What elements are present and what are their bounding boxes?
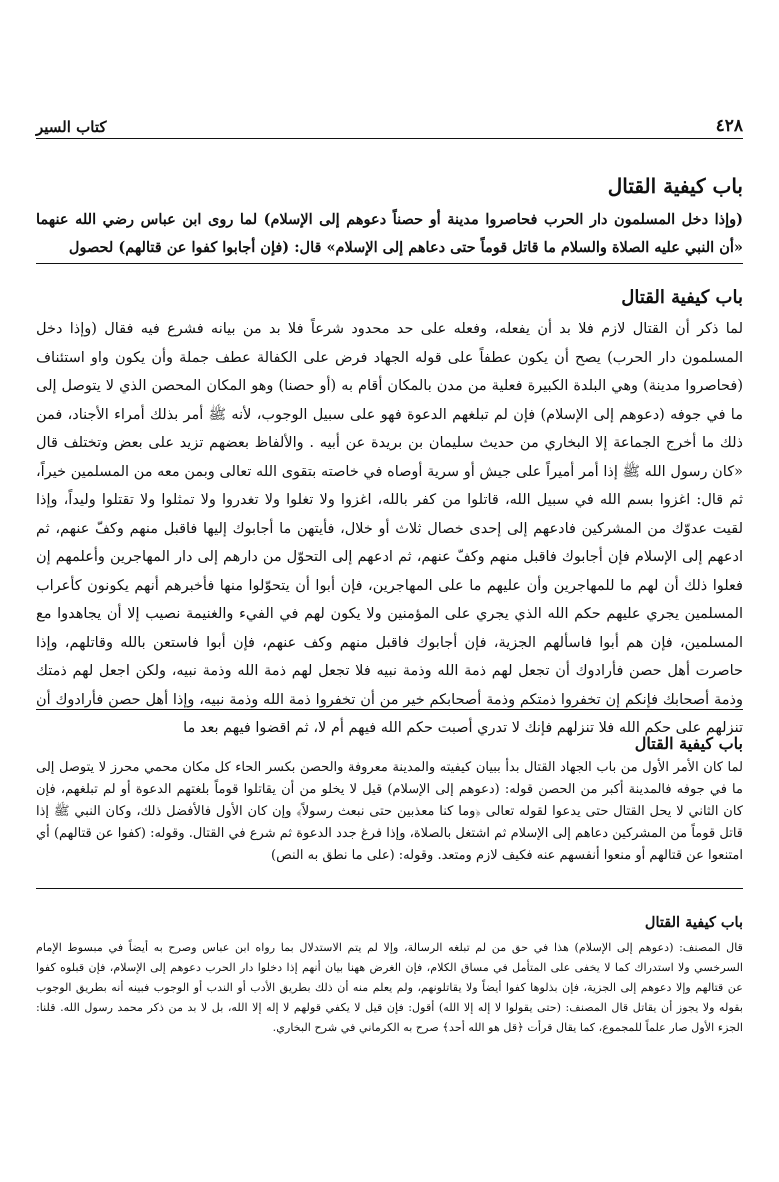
commentary-3-chapter-title: باب كيفية القتال: [644, 914, 743, 931]
section-divider: [36, 888, 743, 889]
matn-chapter-title: باب كيفية القتال: [607, 174, 743, 198]
book-title: كتاب السير: [36, 118, 107, 136]
commentary-2-chapter-title: باب كيفية القتال: [634, 734, 743, 753]
matn-section: [36, 172, 743, 262]
commentary-section-3: [36, 912, 743, 1102]
page-number: ٤٢٨: [715, 116, 743, 136]
section-divider: [36, 709, 743, 710]
commentary-2-text: لما كان الأمر الأول من باب الجهاد القتال بدأ ببيان كيفيته والمدينة معروفة والحصن بكسر الحاء كل مكان محمي محرز لا يتوصل إلى ما في جوفه فالمدينة أكبر من الحصن قوله: (دعوهم إلى الإسلام) قيل لا يخلو من أن يقاتلوا قوماً بلغتهم الدعوة أو لم تبلغهم، فإن كان الثاني لا يحل القتال حتى يدعوا لقوله تعالى ﴿وما كنا معذبين حتى نبعث رسولاً﴾ وإن كان الأول فالأفضل ذلك، وكان النبي ﷺ إذا قاتل قوماً من المشركين دعاهم إلى الإسلام ثم اشتغل بالصلاة، وإذا فرغ جدد الدعوة ثم شرع في القتال. وقوله: (كفوا عن قتالهم) أي امتنعوا عن قتالهم أو منعوا أنفسهم عنه فكيف لازم ومتعد. وقوله: (على ما نطق به النص): [36, 760, 743, 863]
commentary-section-2: [36, 733, 743, 883]
matn-text: (وإذا دخل المسلمون دار الحرب فحاصروا مدينة أو حصناً دعوهم إلى الإسلام) لما روى ابن عباس رضي الله عنهما «أن النبي عليه الصلاة والسلام ما قاتل قوماً حتى دعاهم إلى الإسلام» قال: (فإن أجابوا كفوا عن قتالهم) لحصول: [36, 211, 743, 256]
commentary-3-text: قال المصنف: (دعوهم إلى الإسلام) هذا في حق من لم تبلغه الرسالة، وإلا لم يتم الاستدلال بما رواه ابن عباس وصرح به أيضاً في مبسوط الإمام السرخسي ولا استدراك كما لا يخفى على المتأمل في مساق الكلام، فإن الغرض ههنا بيان أنهم إذا دخلوا دار الحرب دعوهم إلى الإسلام، فإن قبلوه كفوا عن قتالهم وإلا دعوهم إلى الجزية، فإن بذلوها كفوا أيضاً ولا يقاتلونهم، ولم يعلم منه أن ذلك بطريق الأدب أو الندب أو الوجوب فبينه أنه بطريق الوجوب بقوله ولا يجوز أن يقاتل قال المصنف: (حتى يقولوا لا إله إلا الله) أقول: فإن قيل لا يكفي قولهم لا إله إلا الله، بل لا بد من ذكر محمد رسول الله. قلنا: الجزء الأول صار علماً للمجموع، كما يقال قرأت ﴿قل هو الله أحد﴾ صرح به الكرماني في شرح البخاري.: [36, 941, 743, 1034]
commentary-section-1: [36, 285, 743, 736]
running-header: [36, 112, 743, 139]
section-divider: [36, 263, 743, 264]
commentary-1-chapter-title: باب كيفية القتال: [621, 287, 743, 308]
commentary-1-text: لما ذكر أن القتال لازم فلا بد أن يفعله، وفعله على حد محدود شرعاً فلا بد من بيانه فشرع فيه فقال (وإذا دخل المسلمون دار الحرب) يصح أن يكون عطفاً على قوله الجهاد فرض على الكفالة عطف جملة وأن يكون واو استئناف (فحاصروا مدينة) وهي البلدة الكبيرة فعلية من مدن بالمكان أقام به (أو حصنا) وهو المكان المحصن الذي لا يتوصل إلى ما في جوفه (دعوهم إلى الإسلام) فإن لم تبلغهم الدعوة فهو على سبيل الوجوب، لأنه ﷺ أمر بذلك أمراء الأجناد، فمن ذلك ما أخرج الجماعة إلا البخاري من حديث سليمان بن بريدة عن أبيه . والألفاظ بعضهم تزيد على بعض وتختلف قال «كان رسول الله ﷺ إذا أمر أميراً على جيش أو سرية أوصاه في خاصته بتقوى الله تعالى وبمن معه من المسلمين خيراً، ثم قال: اغزوا بسم الله في سبيل الله، قاتلوا من كفر بالله، اغزوا ولا تغلوا ولا تغدروا ولا تمثلوا ولا تقتلوا وليداً، وإذا لقيت عدوّك من المشركين فادعهم إلى إحدى خصال ثلاث أو خلال، فأيتهن ما أجابوك إليها فاقبل منهم وكفّ عنهم، ثم ادعهم إلى الإسلام فإن أجابوك فاقبل منهم وكفّ عنهم، ثم ادعهم إلى التحوّل من دارهم إلى دار المهاجرين وأعلمهم إن فعلوا ذلك أن لهم ما للمهاجرين وأن عليهم ما على المهاجرين، فإن أبوا أن يتحوّلوا منها فأخبرهم أنهم يكونون كأعراب المسلمين يجري عليهم حكم الله الذي يجري على المؤمنين ولا يكون لهم في الفيء والغنيمة نصيب إلا أن يجاهدوا مع المسلمين، فإن هم أبوا فاسألهم الجزية، فإن أجابوك فاقبل منهم وكف عنهم، فإن أبوا فاستعن بالله وقاتلهم، وإذا حاصرت أهل حصن فأرادوك أن تجعل لهم ذمة الله وذمة نبيه فلا تجعل لهم ذمة الله وذمة نبيه، ولكن اجعل لهم ذمتك وذمة أصحابك فإنكم إن تخفروا ذمتكم وذمة أصحابكم خير من أن تخفروا ذمة الله وذمة نبيه، وإذا أهل حصن فأرادوك أن تنزلهم على حكم الله فلا تنزلهم فإنك لا تدري أصبت حكم الله فيهم أم لا، ثم اقضوا فيهم بعد ما: [36, 321, 743, 736]
